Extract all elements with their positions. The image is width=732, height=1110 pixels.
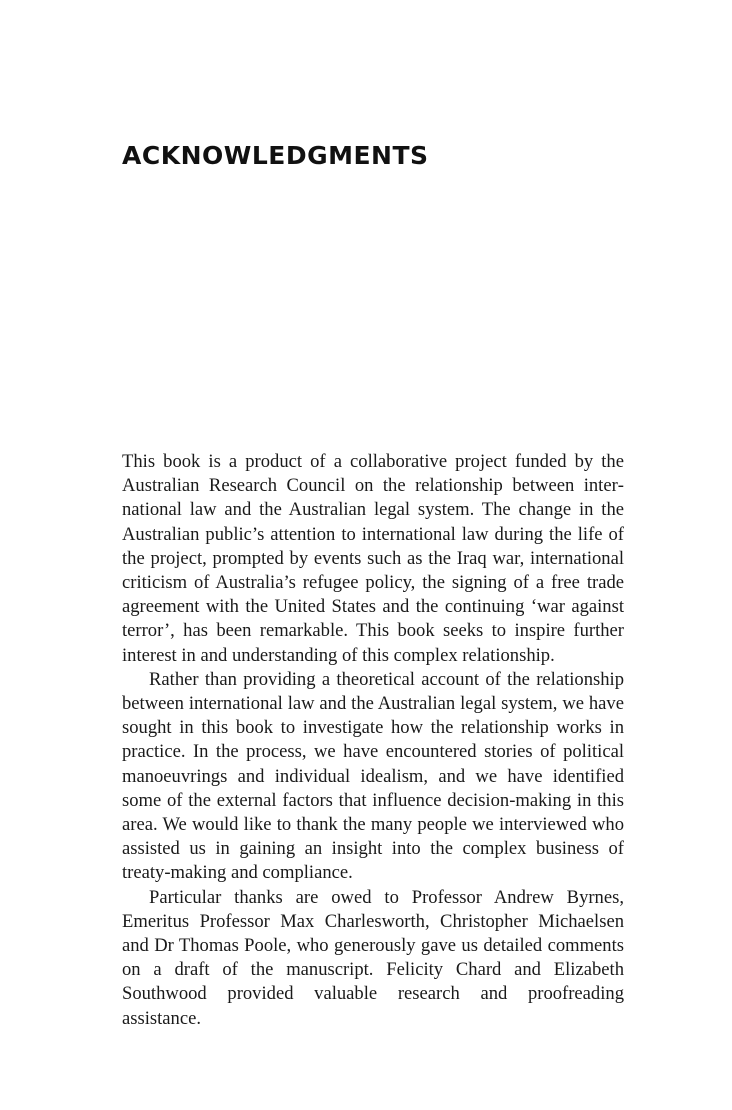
paragraph-2: Rather than providing a theoretical account of the relationship between international law and the Australian legal system, we have sought in this book to investigate how the relationship works in practice. In the process, we have encountered stories of political manoeuvrings and individual idealism, and we have identified some of the external factors that influence decision-making in this area. We would like to thank the many people we interviewed who assisted us in gaining an insight into the complex business of treaty-making and compliance. <box>122 668 624 884</box>
paragraph-3: Particular thanks are owed to Professor Andrew Byrnes, Emeritus Professor Max Charlesworth, Christopher Michaelsen and Dr Thomas Poole, who generously gave us detailed comments on a draft of the manuscript. Felicity Chard and Elizabeth Southwood provided valuable research and proofreading assistance. <box>122 886 624 1029</box>
paragraph-1: This book is a product of a collaborative project funded by the Australian Research Council on the relationship between international law and the Australian legal system. The change in the Australian public’s attention to international law during the life of the project, prompted by events such as the Iraq war, international criticism of Australia’s refugee policy, the signing of a free trade agreement with the United States and the continuing ‘war against terror’, has been remarkable. This book seeks to inspire further interest in and understanding of this complex relationship. <box>122 451 624 666</box>
acknowledgments-body <box>122 450 624 1031</box>
page-title: ACKNOWLEDGMENTS <box>122 141 429 170</box>
